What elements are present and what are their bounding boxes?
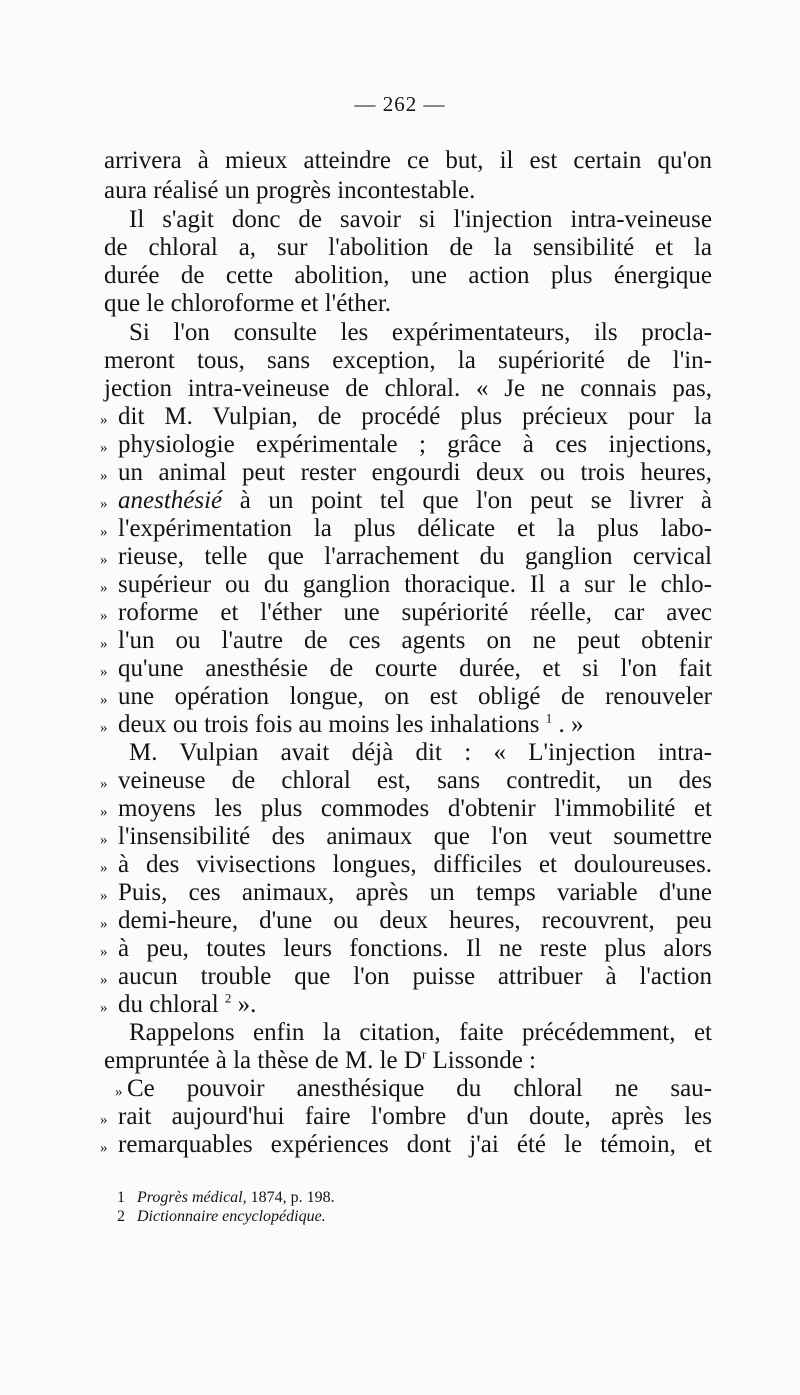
quoted-line: » veineuse de chloral est, sans contredit, un des [120, 766, 712, 796]
quoted-line: » demi-heure, d'une ou deux heures, recouvrent, peu [120, 906, 712, 936]
doctor-superscript: r [421, 1046, 427, 1062]
quote-mark: » [100, 776, 108, 792]
page-number: — 262 — [354, 92, 446, 116]
quote-mark: » [115, 1084, 123, 1100]
quote-mark: » [100, 916, 108, 932]
quoted-line: » moyens les plus commodes d'obtenir l'immobilité et [120, 794, 712, 824]
quote-mark: » [100, 468, 108, 484]
quote-mark: » [100, 608, 108, 624]
quoted-line: » physiologie expérimentale ; grâce à ces injections, [120, 430, 712, 460]
text-line: aura réalisé un progrès incontestable. [104, 177, 476, 204]
footnote [117, 1207, 326, 1226]
quoted-line: » une opération longue, on est obligé de renouveler [120, 682, 712, 712]
quoted-line: » un animal peut rester engourdi deux ou trois heures, [120, 458, 712, 488]
quoted-line: » l'un ou l'autre de ces agents on ne peut obtenir [120, 626, 712, 656]
quoted-line: » roforme et l'éther une supériorité réelle, car avec [120, 598, 712, 628]
quoted-line: » Ce pouvoir anesthésique du chloral ne sau- [129, 1074, 712, 1104]
text-line: de chloral a, sur l'abolition de la sensibilité et la [104, 234, 712, 261]
quote-mark: » [100, 412, 108, 428]
quoted-line: » rait aujourd'hui faire l'ombre d'un doute, après les [120, 1102, 712, 1132]
text-line: arrivera à mieux atteindre ce but, il est certain qu'on [104, 147, 712, 174]
quote-mark: » [100, 804, 108, 820]
footnote-title: Progrès médical, [137, 1189, 247, 1206]
quote-mark: » [100, 664, 108, 680]
quote-mark: » [100, 580, 108, 596]
quoted-line: » à des vivisections longues, difficiles et douloureuses. [120, 850, 712, 880]
italic-word: anesthésié [118, 487, 223, 514]
quoted-line: » l'expérimentation la plus délicate et la plus labo- [120, 514, 712, 544]
text-line: durée de cette abolition, une action plus énergique [104, 262, 712, 289]
text-line: empruntée à la thèse de M. le $D^r$ Lissonde : [104, 1046, 536, 1074]
footnote-ref: 2 [224, 990, 232, 1006]
quote-mark: » [100, 860, 108, 876]
quoted-line: » à peu, toutes leurs fonctions. Il ne reste plus alors [120, 934, 712, 964]
quote-mark: » [100, 1000, 108, 1016]
text-line: jection intra-veineuse de chloral. « Je ne connais pas, [104, 375, 712, 402]
quote-mark: » [100, 1112, 108, 1128]
quoted-line: » du chloral $^2$ ». [120, 990, 712, 1020]
quote-mark: » [100, 944, 108, 960]
quote-mark: » [100, 524, 108, 540]
quoted-line: » remarquables expériences dont j'ai été le témoin, et [120, 1130, 712, 1160]
text-line: que le chloroforme et l'éther. [104, 290, 392, 317]
quote-mark: » [100, 972, 108, 988]
footnote [117, 1188, 335, 1207]
quoted-line: » supérieur ou du ganglion thoracique. Il a sur le chlo- [120, 570, 712, 600]
quote-mark: » [100, 552, 108, 568]
text-line: Si l'on consulte les expérimentateurs, ils procla- [129, 319, 712, 346]
text-line: Il s'agit donc de savoir si l'injection intra-veineuse [129, 206, 712, 233]
text-line: meront tous, sans exception, la supériorité de l'in- [104, 347, 712, 374]
footnote-number: 1 [117, 1189, 125, 1206]
quote-mark: » [100, 1140, 108, 1156]
quoted-line: » aucun trouble que l'on puisse attribuer à l'action [120, 962, 712, 992]
text-line: M. Vulpian avait déjà dit : « L'injection intra- [129, 739, 712, 766]
quote-mark: » [100, 636, 108, 652]
quote-mark: » [100, 496, 108, 512]
quoted-line: » qu'une anesthésie de courte durée, et si l'on fait [120, 654, 712, 684]
footnote-number: 2 [117, 1208, 125, 1225]
quoted-line: » l'insensibilité des animaux que l'on veut soumettre [120, 822, 712, 852]
quoted-line: » dit M. Vulpian, de procédé plus précieux pour la [120, 402, 712, 432]
quote-mark: » [100, 692, 108, 708]
footnote-title: Dictionnaire encyclopédique. [137, 1208, 326, 1225]
quote-mark: » [100, 888, 108, 904]
quoted-line: » anesthésié à un point tel que l'on peut se livrer à [120, 486, 712, 516]
footnote-ref: 1 [545, 710, 553, 726]
quote-mark: » [100, 720, 108, 736]
quoted-line: » Puis, ces animaux, après un temps variable d'une [120, 878, 712, 908]
quote-mark: » [100, 440, 108, 456]
footnote-text: 1874, p. 198. [250, 1189, 335, 1206]
text-line: Rappelons enfin la citation, faite précédemment, et [129, 1019, 712, 1046]
quoted-line: » rieuse, telle que l'arrachement du ganglion cervical [120, 542, 712, 572]
quote-mark: » [100, 832, 108, 848]
quoted-line: » deux ou trois fois au moins les inhalations $^1$ . » [120, 710, 712, 740]
